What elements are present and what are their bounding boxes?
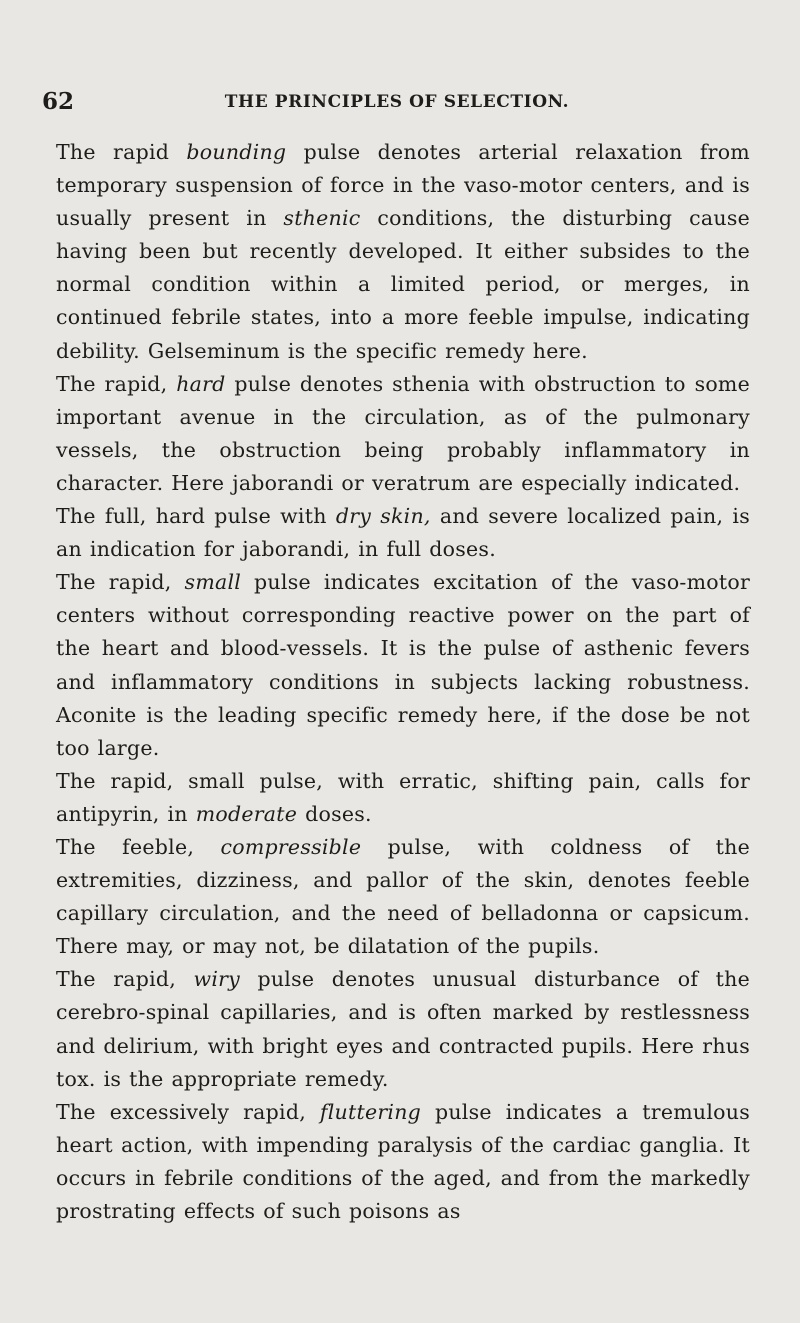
- text-run: pulse denotes unusual disturbance of the cerebro-spinal capillaries, and is often marked by restlessness and delirium, with bright eyes and contracted pupils. Here rhus tox. is the appropriate remedy.: [56, 967, 750, 1091]
- page-header: [42, 88, 752, 118]
- text-run: The feeble,: [56, 834, 221, 859]
- text-run: The excessively rapid,: [56, 1099, 320, 1124]
- italic-term: small: [184, 570, 242, 595]
- paragraph: [56, 136, 750, 368]
- text-run: pulse denotes sthenia with obstruction to some important avenue in the circulation, as of the pulmonary vessels, the obstruction being probably inflammatory in character. Here jaborandi or veratrum are especially indicated.: [56, 371, 750, 495]
- italic-term: hard: [176, 371, 226, 396]
- italic-term: fluttering: [319, 1099, 422, 1124]
- italic-term: dry skin,: [335, 504, 431, 529]
- text-run: The full, hard pulse with: [56, 504, 336, 529]
- text-run: doses.: [297, 801, 372, 826]
- text-run: pulse indicates a tremulous heart action, with impending paralysis of the cardiac ganglia. It occurs in febrile conditions of the aged, and from the markedly prostrating effects of such poisons as: [56, 1099, 750, 1223]
- italic-term: moderate: [195, 801, 298, 826]
- text-run: The rapid, small pulse, with erratic, shifting pain, calls for antipyrin, in: [56, 768, 750, 826]
- italic-term: wiry: [193, 967, 241, 992]
- body-text: [56, 136, 750, 1228]
- text-run: pulse denotes arterial relaxation from temporary suspension of force in the vaso-motor centers, and is usually present in: [56, 140, 751, 231]
- paragraph: [56, 566, 750, 765]
- text-run: conditions, the disturbing cause having been but recently developed. It either subsides to the normal condition within a limited period, or merges, in continued febrile states, into a more feeble impulse, indicating debility. Gelseminum is the specific remedy here.: [56, 206, 750, 363]
- paragraph: [56, 765, 750, 831]
- text-run: pulse indicates excitation of the vaso-motor centers without corresponding reactive power on the part of the heart and blood-vessels. It is the pulse of asthenic fevers and inflammatory conditions in subjects lacking robustness. Aconite is the leading specific remedy here, if the dose be not too large.: [56, 570, 751, 760]
- paragraph: [56, 368, 750, 500]
- text-run: The rapid,: [56, 371, 177, 396]
- paragraph: [56, 963, 750, 1095]
- italic-term: compressible: [220, 834, 362, 859]
- running-title: THE PRINCIPLES OF SELECTION.: [224, 92, 570, 112]
- text-run: The rapid: [56, 140, 187, 164]
- italic-term: sthenic: [283, 206, 361, 231]
- text-run: pulse, with coldness of the extremities, dizziness, and pallor of the skin, denotes feeble capillary circulation, and the need of belladonna or capsicum. There may, or may not, be dilatation of the pupils.: [56, 834, 750, 959]
- paragraph: [56, 1096, 750, 1228]
- text-run: and severe localized pain, is an indication for jaborandi, in full doses.: [56, 504, 750, 562]
- text-run: The rapid,: [56, 967, 194, 992]
- text-run: The rapid,: [56, 570, 185, 595]
- italic-term: bounding: [186, 140, 287, 164]
- paragraph: [56, 831, 750, 963]
- paragraph: [56, 500, 750, 566]
- page-number: 62: [42, 88, 75, 115]
